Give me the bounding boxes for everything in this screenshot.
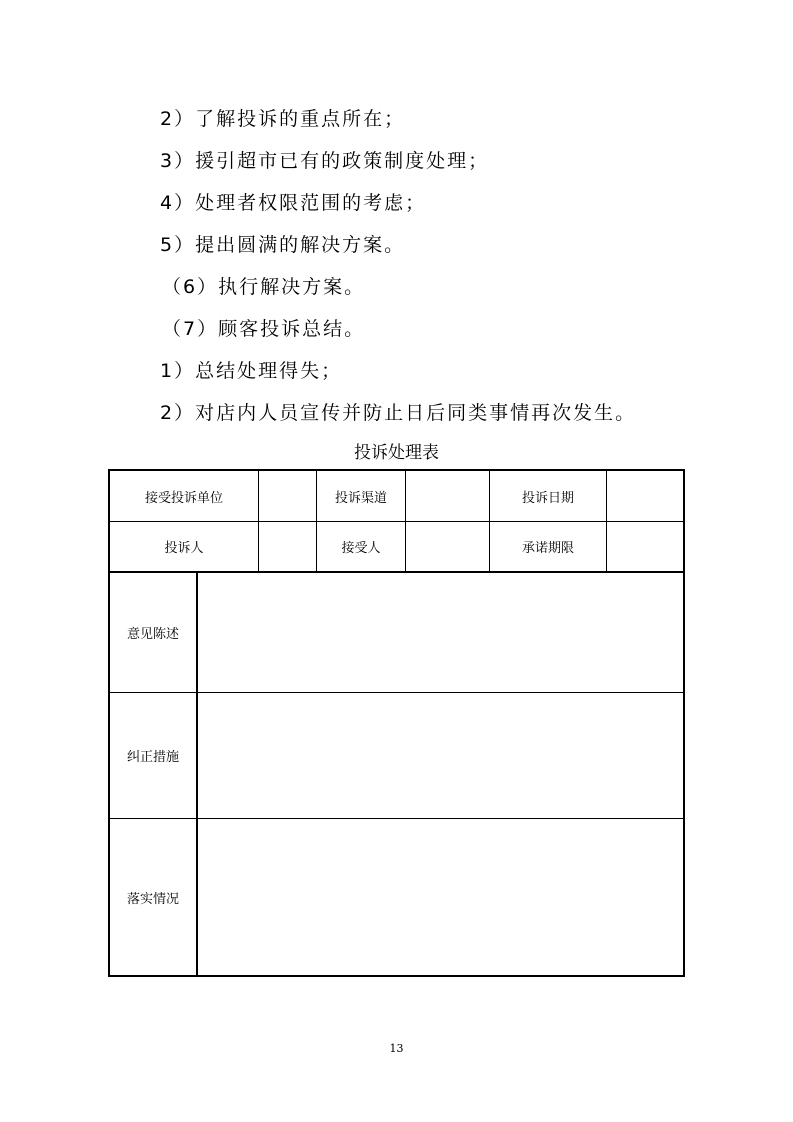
cell-deadline-value[interactable]: [607, 522, 683, 571]
cell-implementation-content[interactable]: [198, 819, 683, 975]
text-line-1: 2）了解投诉的重点所在；: [160, 108, 406, 130]
cell-correction-label: 纠正措施: [126, 750, 179, 765]
cell-correction-content[interactable]: [198, 693, 683, 818]
cell-date-value[interactable]: [607, 471, 683, 521]
text-line-6: （7）顾客投诉总结。: [162, 318, 366, 340]
cell-complainant-label: 投诉人: [164, 541, 204, 556]
cell-channel-value[interactable]: [406, 471, 489, 521]
cell-receiving-unit-label: 接受投诉单位: [144, 490, 223, 506]
cell-channel-label: 投诉渠道: [334, 490, 387, 506]
page-number: 13: [389, 1042, 404, 1055]
cell-implementation-label: 落实情况: [126, 891, 179, 907]
cell-opinion-label: 意见陈述: [126, 627, 179, 642]
cell-receiver-label: 接受人: [341, 541, 381, 556]
cell-opinion-content[interactable]: [198, 573, 683, 692]
cell-complainant-value[interactable]: [259, 522, 316, 571]
text-line-8: 2）对店内人员宣传并防止日后同类事情再次发生。: [160, 402, 637, 424]
cell-receiver-value[interactable]: [406, 522, 489, 571]
table-title: 投诉处理表: [354, 443, 439, 463]
text-line-4: 5）提出圆满的解决方案。: [160, 234, 406, 256]
cell-receiving-unit-value[interactable]: [259, 471, 316, 521]
complaint-form-table: [108, 469, 685, 977]
text-line-3: 4）处理者权限范围的考虑；: [160, 192, 427, 214]
text-line-5: （6）执行解决方案。: [162, 276, 366, 298]
cell-date-label: 投诉日期: [521, 490, 574, 506]
cell-deadline-label: 承诺期限: [521, 541, 574, 556]
text-line-7: 1）总结处理得失；: [160, 360, 343, 382]
text-line-2: 3）援引超市已有的政策制度处理；: [160, 150, 490, 172]
